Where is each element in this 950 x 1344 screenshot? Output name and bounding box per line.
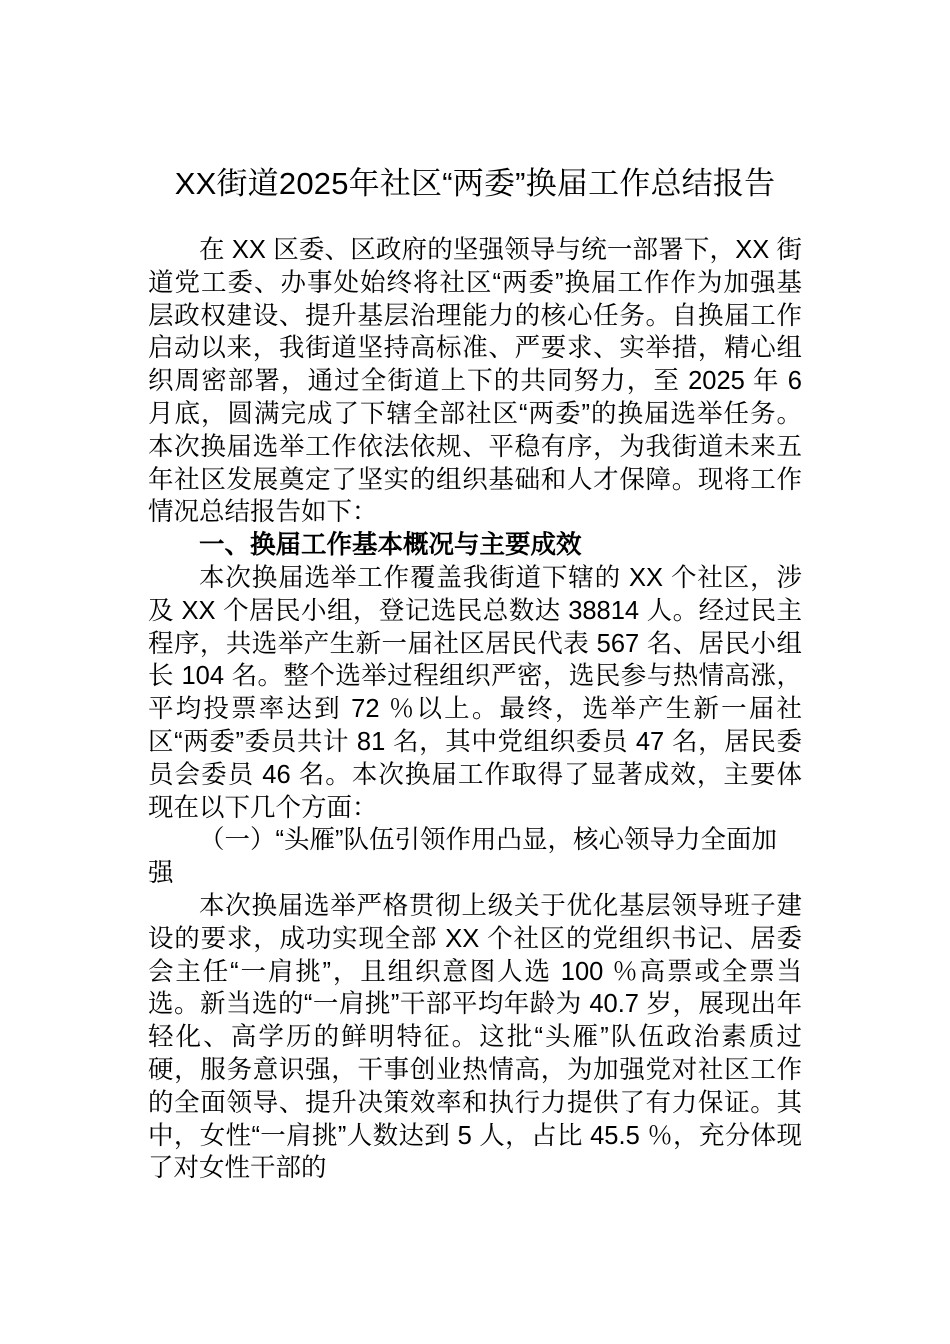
subsection-heading-1: （一）“头雁”队伍引领作用凸显，核心领导力全面加强 (148, 826, 777, 888)
section-heading-1: 一、换届工作基本概况与主要成效 (199, 531, 582, 560)
overview-paragraph: 本次换届选举工作覆盖我街道下辖的 XX 个社区，涉及 XX 个居民小组，登记选民总数达 38814 人。经过民主程序，共选举产生新一届社区居民代表 567 名、居民小组长 104 名。整个选举过程组织严密，选民参与热情高涨，平均投票率达到 72 ％以上。最终，选举产生新一届社区“两委”委员共计 81 名，其中党组织委员 47 名，居民委员会委员 46 名。本次换届工作取得了显著成效，主要体现在以下几个方面： (148, 563, 802, 822)
document-body (148, 234, 802, 1185)
page-title: XX街道2025年社区“两委”换届工作总结报告 (174, 166, 776, 201)
intro-paragraph: 在 XX 区委、区政府的坚强领导与统一部署下，XX 街道党工委、办事处始终将社区“两委”换届工作作为加强基层政权建设、提升基层治理能力的核心任务。自换届工作启动以来，我街道坚持高标准、严要求、实举措，精心组织周密部署，通过全街道上下的共同努力，至 2025 年 6 月底，圆满完成了下辖全部社区“两委”的换届选举任务。本次换届选举工作依法依规、平稳有序，为我街道未来五年社区发展奠定了坚实的组织基础和人才保障。现将工作情况总结报告如下： (148, 236, 802, 527)
document-content-column (148, 0, 802, 1185)
subsection-body-paragraph: 本次换届选举严格贯彻上级关于优化基层领导班子建设的要求，成功实现全部 XX 个社区的党组织书记、居委会主任“一肩挑”，且组织意图人选 100 ％高票或全票当选。新当选的“一肩挑”干部平均年龄为 40.7 岁，展现出年轻化、高学历的鲜明特征。这批“头雁”队伍政治素质过硬，服务意识强，干事创业热情高，为加强党对社区工作的全面领导、提升决策效率和执行力提供了有力保证。其中，女性“一肩挑”人数达到 5 人，占比 45.5 ％，充分体现了对女性干部的 (148, 891, 802, 1183)
